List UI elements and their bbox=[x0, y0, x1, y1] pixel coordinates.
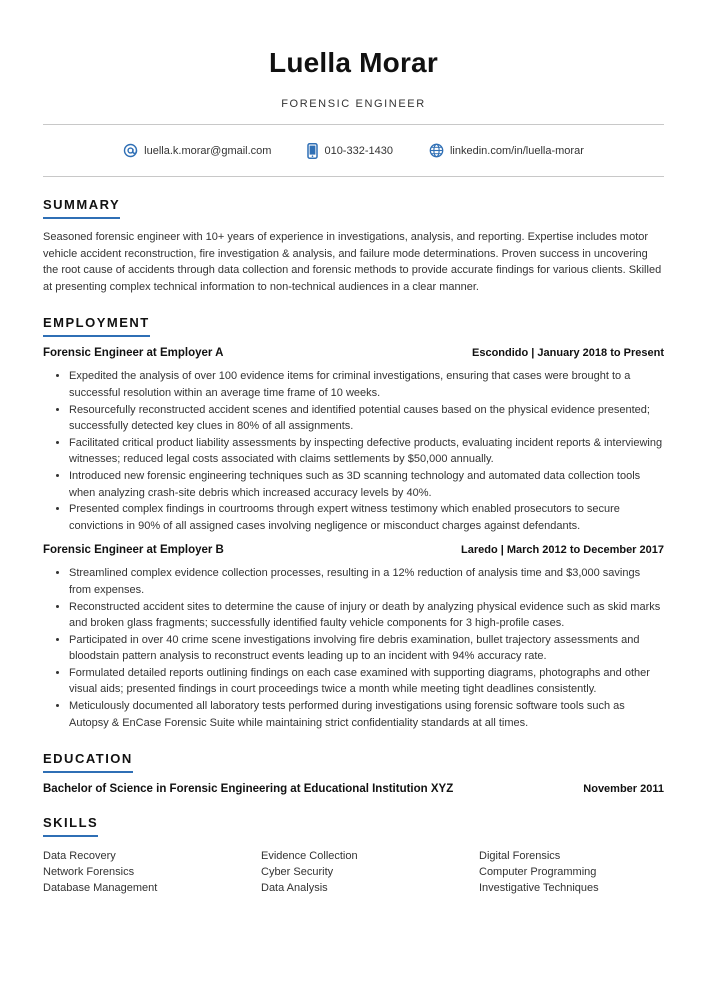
job-bullets bbox=[43, 368, 664, 534]
skills-section bbox=[43, 814, 664, 896]
employment-section bbox=[43, 314, 664, 731]
job-title: Forensic Engineer at Employer A bbox=[43, 347, 224, 360]
skill-item: Evidence Collection bbox=[261, 850, 358, 863]
summary-text: Seasoned forensic engineer with 10+ years of experience in investigations, analysis, and reporting. Expertise includes motor vehicle accident reconstruction, fire investigation & analysis, and failure mode determinations. Proven success in uncovering the root cause of accidents through data collection and forensic methods to provide accurate findings for various clients. Skilled at presenting complex technical information to non-technical audiences in a clear manner. bbox=[43, 231, 662, 293]
summary-heading: SUMMARY bbox=[43, 197, 120, 219]
at-icon bbox=[123, 143, 138, 158]
job-location-dates: Laredo | March 2012 to December 2017 bbox=[460, 544, 664, 557]
education-heading: EDUCATION bbox=[43, 751, 133, 773]
list-item: • Formulated detailed reports outlining findings on each case examined with supporting diagrams, photographs and other visual aids; presented findings in court proceedings twice a month while meeting tight deadlines consistently. bbox=[69, 665, 664, 698]
contact-bar bbox=[43, 125, 664, 176]
job-location-dates: Escondido | January 2018 to Present bbox=[472, 347, 664, 360]
candidate-name: Luella Morar bbox=[269, 47, 438, 78]
skill-item: Data Recovery bbox=[43, 850, 116, 863]
list-item: • Streamlined complex evidence collection processes, resulting in a 12% reduction of analysis time and $3,000 savings from expenses. bbox=[69, 565, 664, 598]
skill-item: Computer Programming bbox=[479, 866, 597, 879]
contact-linkedin[interactable] bbox=[429, 143, 584, 158]
skill-item: Database Management bbox=[43, 882, 158, 895]
phone-icon bbox=[307, 143, 318, 159]
job-title-header: FORENSIC ENGINEER bbox=[281, 98, 426, 110]
list-item: • Presented complex findings in courtrooms through expert witness testimony which enabled prosecutors to secure convictions in 90% of all assigned cases involving negligence or misconduct charges against defendants. bbox=[69, 501, 664, 534]
contact-email[interactable] bbox=[123, 143, 271, 158]
list-item: • Expedited the analysis of over 100 evidence items for criminal investigations, ensuring that cases were brought to a successful resolution within an average time frame of 10 weeks. bbox=[69, 368, 664, 401]
skills-heading: SKILLS bbox=[43, 815, 98, 837]
list-item: • Reconstructed accident sites to determine the cause of injury or death by analyzing physical evidence such as skid marks and broken glass fragments; successfully identified faulty vehicle components for 3 high-profile cases. bbox=[69, 599, 664, 632]
education-section bbox=[43, 750, 664, 795]
summary-section bbox=[43, 196, 664, 295]
email-text: luella.k.morar@gmail.com bbox=[144, 144, 272, 157]
job-entry bbox=[43, 347, 664, 534]
contact-phone[interactable] bbox=[307, 143, 393, 159]
phone-text: 010-332-1430 bbox=[324, 144, 393, 157]
skills-grid bbox=[43, 848, 664, 896]
skill-item: Digital Forensics bbox=[479, 850, 561, 863]
degree-title: Bachelor of Science in Forensic Engineering at Educational Institution XYZ bbox=[43, 783, 454, 796]
list-item: • Meticulously documented all laboratory tests performed during investigations using forensic software tools such as Autopsy & EnCase Forensic Suite while maintaining strict confidentiality standards at all times. bbox=[69, 698, 664, 731]
divider-bottom bbox=[43, 176, 664, 177]
list-item: • Facilitated critical product liability assessments by inspecting defective products, evaluating incident reports & interviewing witnesses; reduced legal costs associated with claims settlements by $50,000 annually. bbox=[69, 435, 664, 468]
skill-item: Cyber Security bbox=[261, 866, 334, 879]
graduation-date: November 2011 bbox=[583, 783, 664, 796]
linkedin-text: linkedin.com/in/luella-morar bbox=[449, 144, 584, 157]
skill-item: Investigative Techniques bbox=[479, 882, 599, 895]
job-bullets bbox=[43, 565, 664, 731]
job-entry bbox=[43, 544, 664, 731]
job-title: Forensic Engineer at Employer B bbox=[43, 544, 224, 557]
list-item: • Resourcefully reconstructed accident scenes and identified potential causes based on the physical evidence presented; successfully detected key clues in 80% of all assignments. bbox=[69, 402, 664, 435]
globe-icon bbox=[429, 143, 444, 158]
employment-heading: EMPLOYMENT bbox=[43, 315, 150, 337]
list-item: • Participated in over 40 crime scene investigations involving fire debris examination, bullet trajectory assessments and bloodstain pattern analysis to reconstruct events leading up to an incident with 94% accuracy rate. bbox=[69, 632, 664, 665]
list-item: • Introduced new forensic engineering techniques such as 3D scanning technology and automated data collection tools when analyzing crash-site debris which increased accuracy levels by 40%. bbox=[69, 468, 664, 501]
skill-item: Network Forensics bbox=[43, 866, 135, 879]
skill-item: Data Analysis bbox=[261, 882, 328, 895]
